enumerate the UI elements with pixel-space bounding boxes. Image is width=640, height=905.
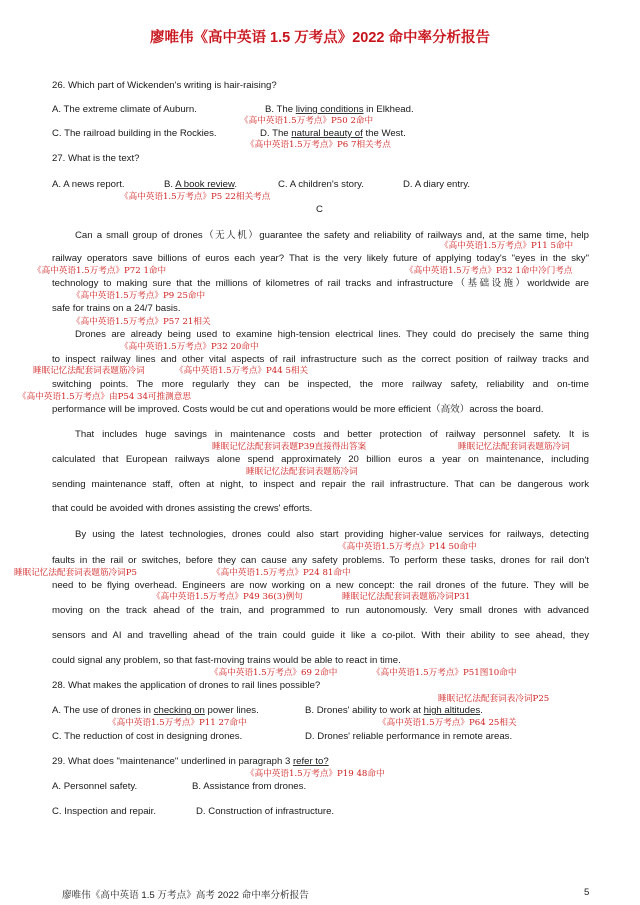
- para1-line2: railway operators save billions of euros each year? That is the very likely future of applying today's "eyes in the sky": [52, 253, 589, 264]
- q29-option-d: D. Construction of infrastructure.: [196, 806, 335, 817]
- q26-option-d: D. The natural beauty of the West.: [260, 128, 406, 139]
- para3-line3: sending maintenance staff, often at night, to inspect and repair the rail infrastructure. That can be dangerous work: [52, 479, 589, 490]
- annotation-5: 《高中英语1.5万考点》P32 20命中: [120, 342, 259, 352]
- para4-line1: By using the latest technologies, drones could also start providing higher-value services for railways, detecting: [75, 529, 589, 540]
- para3-line2: calculated that European railways alone spend approximately 20 billion euros a year on maintenance, including: [52, 454, 589, 465]
- annotation-7: 《高中英语1.5万考点》由P54 34可推测意思: [18, 392, 191, 402]
- q26-annotation-b: 《高中英语1.5万考点》P50 2命中: [240, 116, 374, 126]
- annotation-13b: 《高中英语1.5万考点》P51图10命中: [372, 668, 517, 678]
- annotation-12b: 睡眠记忆法配套词表题筋冷词P31: [342, 592, 471, 602]
- q29-option-b: B. Assistance from drones.: [192, 781, 307, 792]
- annotation-8b: 睡眠记忆法配套词表题筋冷词: [458, 442, 570, 452]
- q28-option-a: A. The use of drones in checking on power lines.: [52, 705, 259, 716]
- q27-option-d: D. A diary entry.: [403, 179, 471, 190]
- annotation-8a: 睡眠记忆法配套词表题P39直接得出答案: [212, 442, 367, 452]
- q26-option-a: A. The extreme climate of Auburn.: [52, 104, 197, 115]
- q28-annotation-b: 《高中英语1.5万考点》P64 25相关: [378, 718, 517, 728]
- q26-option-b: B. The living conditions in Elkhead.: [265, 104, 414, 115]
- para1-line4: safe for trains on a 24/7 basis.: [52, 303, 181, 314]
- annotation-3: 《高中英语1.5万考点》P9 25命中: [72, 291, 206, 301]
- para4-line5: sensors and AI and travelling ahead of the train could guide it like a co-pilot. With their ability to see ahead, they: [52, 630, 589, 641]
- para2-line4: performance will be improved. Costs would be cut and operations would be more efficient（高效）across the board.: [52, 404, 544, 415]
- q26-option-c: C. The railroad building in the Rockies.: [52, 128, 217, 139]
- q27-question: 27. What is the text?: [52, 153, 140, 164]
- para1-line3: technology to making sure that the millions of kilometres of rail tracks and infrastructure（基础设施）worldwide are: [52, 278, 589, 289]
- para4-line2: faults in the rail or switches, before they can cause any safety problems. To perform these tasks, drones for rail don't: [52, 555, 589, 566]
- para3-line4: that could be avoided with drones assisting the crews' efforts.: [52, 503, 313, 514]
- q28-annotation-top: 睡眠记忆法配套词表冷词P25: [438, 694, 550, 704]
- q29-annotation: 《高中英语1.5万考点》P19 48命中: [246, 769, 385, 779]
- annotation-11b: 《高中英语1.5万考点》P24 81命中: [212, 568, 351, 578]
- para3-line1: That includes huge savings in maintenance costs and better protection of railway personnel safety. It is: [75, 429, 589, 440]
- annotation-4: 《高中英语1.5万考点》P57 21相关: [72, 317, 211, 327]
- q28-option-d: D. Drones' reliable performance in remote areas.: [305, 731, 513, 742]
- para4-line6: could signal any problem, so that fast-moving trains would be able to react in time.: [52, 655, 401, 666]
- q27-option-b: B. A book review.: [164, 179, 238, 190]
- annotation-12a: 《高中英语1.5万考点》P49 36(3)例句: [152, 592, 303, 602]
- page-number: 5: [584, 887, 590, 898]
- q28-option-b: B. Drones' ability to work at high altitudes.: [305, 705, 483, 716]
- annotation-6a: 睡眠记忆法配套词表题筋冷词: [33, 366, 145, 376]
- q28-question: 28. What makes the application of drones to rail lines possible?: [52, 680, 321, 691]
- para4-line3: need to be flying overhead. Engineers are now working on a new concept: the rail drones of the future. They will be: [52, 580, 589, 591]
- annotation-10: 《高中英语1.5万考点》P14 50命中: [338, 542, 477, 552]
- para4-line4: moving on the track ahead of the train, and programmed to run autonomously. Very small drones with advanced: [52, 605, 589, 616]
- q29-option-a: A. Personnel safety.: [52, 781, 138, 792]
- annotation-6b: 《高中英语1.5万考点》P44 5相关: [175, 366, 309, 376]
- q26-annotation-d: 《高中英语1.5万考点》P6 7相关考点: [246, 140, 391, 150]
- annotation-13a: 《高中英语1.5万考点》69 2命中: [210, 668, 338, 678]
- q29-option-c: C. Inspection and repair.: [52, 806, 156, 817]
- annotation-11a: 睡眠记忆法配套词表题筋冷词P5: [14, 568, 137, 578]
- para2-line3: switching points. The more regularly they can be inspected, the more railway safety, reliability and on-time: [52, 379, 589, 390]
- annotation-9: 睡眠记忆法配套词表题筋冷词: [246, 467, 358, 477]
- q27-option-a: A. A news report.: [52, 179, 125, 190]
- q27-annotation-b: 《高中英语1.5万考点》P5 22相关考点: [120, 192, 271, 202]
- annotation-1: 《高中英语1.5万考点》P11 5命中: [440, 241, 574, 251]
- q28-option-c: C. The reduction of cost in designing drones.: [52, 731, 243, 742]
- q29-question: 29. What does "maintenance" underlined in paragraph 3 refer to?: [52, 756, 329, 767]
- para2-line1: Drones are already being used to examine high-tension electrical lines. They could do precisely the same thing: [75, 329, 589, 340]
- q26-question: 26. Which part of Wickenden's writing is hair-raising?: [52, 80, 277, 91]
- q28-annotation-a: 《高中英语1.5万考点》P11 27命中: [108, 718, 247, 728]
- para2-line2: to inspect railway lines and other vital aspects of rail infrastructure such as the correct position of railway tracks and: [52, 354, 589, 365]
- page-title: 廖唯伟《高中英语 1.5 万考点》2022 命中率分析报告: [150, 30, 490, 46]
- q27-option-c: C. A children's story.: [278, 179, 364, 190]
- page-footer: 廖唯伟《高中英语 1.5 万考点》高考 2022 命中率分析报告: [62, 890, 309, 901]
- para1-line1: Can a small group of drones（无人机）guarantee the safety and reliability of railways and, at the same time, help: [75, 230, 589, 241]
- annotation-2b: 《高中英语1.5万考点》P32 1命中冷门考点: [405, 266, 573, 276]
- passage-letter: C: [316, 204, 323, 215]
- annotation-2a: 《高中英语1.5万考点》P72 1命中: [33, 266, 167, 276]
